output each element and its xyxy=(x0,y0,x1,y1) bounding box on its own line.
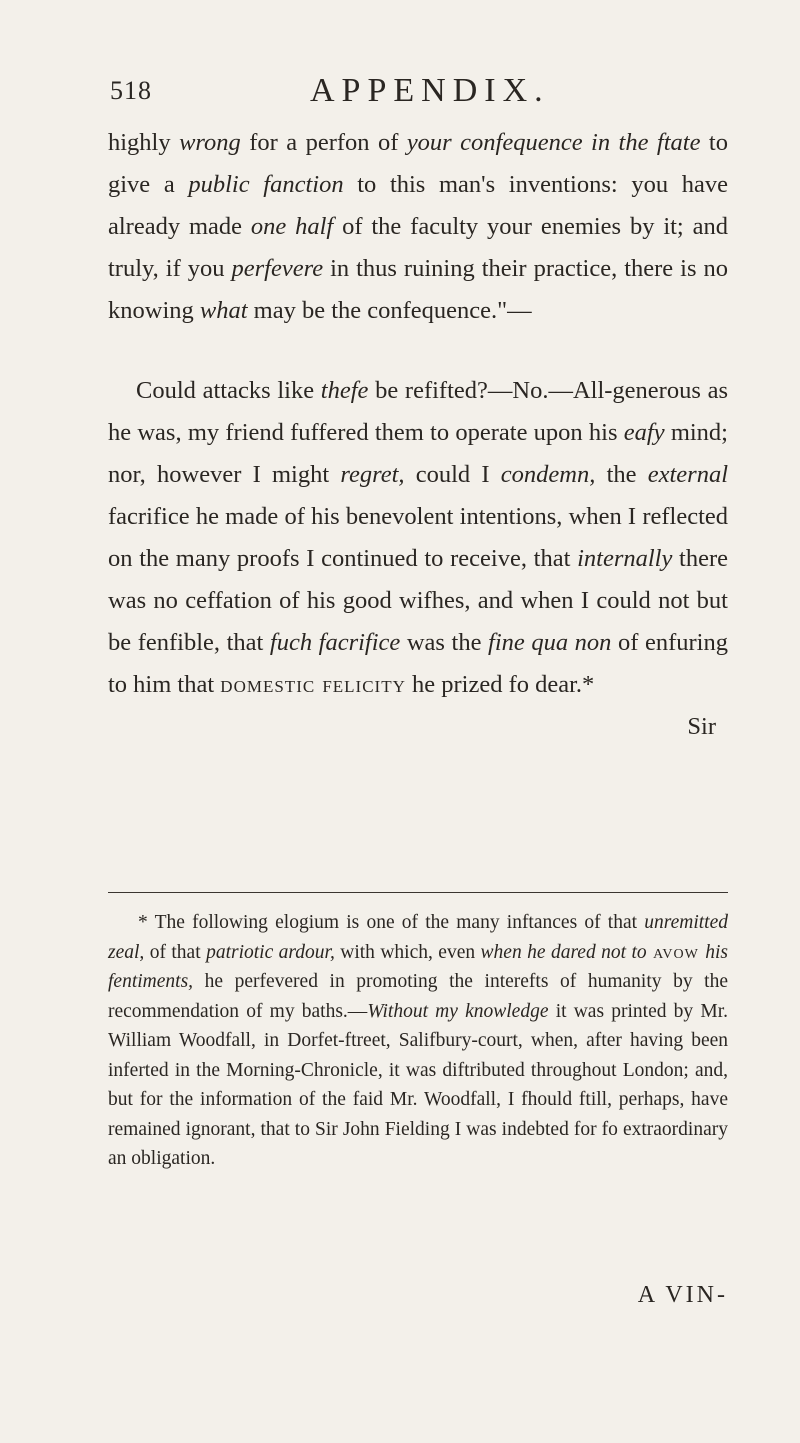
body-text xyxy=(108,122,728,748)
footnote xyxy=(108,908,728,1174)
paragraph-continued: highly wrong for a perfon of your confequence in the ftate to give a public fanction to this man's inventions: you have already made one half of the faculty your enemies by it; and truly, if you perfevere in thus ruining their practice, there is no knowing what may be the confequence."— xyxy=(108,129,728,324)
footer-catchword: A VIN- xyxy=(637,1282,728,1308)
footnote-text: * The following elogium is one of the many inftances of that unremitted zeal, of that patriotic ardour, with which, even when he dared not to avow his fentiments, he perfevered in promoting the interefts of humanity by the recommendation of my baths.—Without my knowledge it was printed by Mr. William Woodfall, in Dorfet-ftreet, Salifbury-court, when, after having been inferted in the Morning-Chronicle, it was diftributed throughout London; and, but for the information of the faid Mr. Woodfall, I fhould ftill, perhaps, have remained ignorant, that to Sir John Fielding I was indebted for fo extraordinary an obligation. xyxy=(108,912,729,1169)
page-number: 518 xyxy=(110,76,152,105)
paragraph-main: Could attacks like thefe be refifted?—No.—All-generous as he was, my friend fuffered them to operate upon his eafy mind; nor, however I might regret, could I condemn, the external facrifice he made of his benevolent intentions, when I reflected on the many proofs I continued to receive, that internally there was no ceffation of his good wifhes, and when I could not but be fenfible, that fuch facrifice was the fine qua non of enfuring to him that domestic felicity he prized fo dear.* xyxy=(108,377,729,698)
catchword: Sir xyxy=(687,713,716,740)
footnote-rule xyxy=(108,892,728,893)
running-head: APPENDIX. xyxy=(310,72,550,109)
page-header xyxy=(110,72,730,112)
